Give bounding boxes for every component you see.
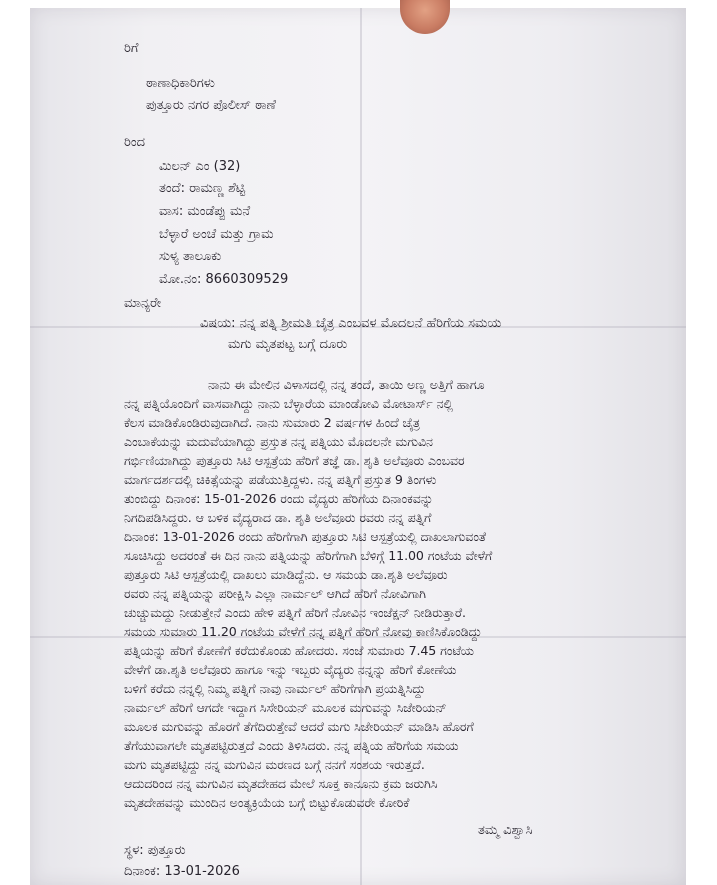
body-line: ಗರ್ಭಿಣಿಯಾಗಿದ್ದು ಪುತ್ತೂರು ಸಿಟಿ ಆಸ್ಪತ್ರೆಯ ಹೆರಿಗೆ ತಜ್ಞೆ ಡಾ. ಶೃತಿ ಅಲೆವೂರು ಎಂಬವರ	[124, 453, 465, 468]
body-line: ನಿಗದಿಪಡಿಸಿದ್ದರು. ಆ ಬಳಿಕ ವೈದ್ಯರಾದ ಡಾ. ಶೃತಿ ಅಲೆವೂರು ರವರು ನನ್ನ ಪತ್ನಿಗೆ	[124, 510, 432, 525]
body-line: ರವರು ನನ್ನ ಪತ್ನಿಯನ್ನು ಪರೀಕ್ಷಿಸಿ ಎಲ್ಲಾ ನಾರ್ಮಲ್ ಆಗಿದೆ ಹೆರಿಗೆ ನೋವಿಗಾಗಿ	[124, 586, 426, 601]
body-line: ಮಗು ಮೃತಪಟ್ಟಿದ್ದು ನನ್ನ ಮಗುವಿನ ಮರಣದ ಬಗ್ಗೆ ನನಗೆ ಸಂಶಯ ಇರುತ್ತದೆ.	[124, 757, 425, 772]
body-line: ಎಂಬಾಕೆಯನ್ನು ಮದುವೆಯಾಗಿದ್ದು ಪ್ರಸ್ತುತ ನನ್ನ ಪತ್ನಿಯು ಮೊದಲನೇ ಮಗುವಿನ	[124, 434, 433, 449]
subject-line: ಮಗು ಮೃತಪಟ್ಟ ಬಗ್ಗೆ ದೂರು	[228, 337, 348, 352]
from-line: ಬೆಳ್ಳಾರೆ ಅಂಚೆ ಮತ್ತು ಗ್ರಾಮ	[159, 227, 274, 242]
from-line: ತಂದೆ: ರಾಮಣ್ಣ ಶೆಟ್ಟಿ	[159, 181, 246, 196]
body-line: ಕೆಲಸ ಮಾಡಿಕೊಂಡಿರುವುದಾಗಿದೆ. ನಾನು ಸುಮಾರು 2 ವರ್ಷಗಳ ಹಿಂದೆ ಚೈತ್ರ	[124, 415, 420, 430]
body-line: ದಿನಾಂಕ: 13-01-2026 ರಂದು ಹೆರಿಗೆಗಾಗಿ ಪುತ್ತೂರು ಸಿಟಿ ಆಸ್ಪತ್ರೆಯಲ್ಲಿ ದಾಖಲಾಗುವಂತೆ	[124, 529, 486, 544]
from-label: ರಿಂದ	[124, 135, 146, 150]
to-label: ರಿಗೆ	[124, 41, 139, 56]
body-line: ಪತ್ನಿಯನ್ನು ಹೆರಿಗೆ ಕೋಣೆಗೆ ಕರೆದುಕೊಂಡು ಹೋದರು. ಸಂಜೆ ಸುಮಾರು 7.45 ಗಂಟೆಯ	[124, 643, 475, 658]
body-line: ಚುಚ್ಚುಮದ್ದು ನೀಡುತ್ತೇನೆ ಎಂದು ಹೇಳಿ ಪತ್ನಿಗೆ ಹೆರಿಗೆ ನೋವಿನ ಇಂಜೆಕ್ಷನ್ ನೀಡಿರುತ್ತಾರೆ.	[124, 605, 466, 620]
subject-line: ವಿಷಯ: ನನ್ನ ಪತ್ನಿ ಶ್ರೀಮತಿ ಚೈತ್ರ ಎಂಬವಳ ಮೊದಲನೆ ಹೆರಿಗೆಯ ಸಮಯ	[200, 316, 502, 331]
body-line: ನಾನು ಈ ಮೇಲಿನ ವಿಳಾಸದಲ್ಲಿ ನನ್ನ ತಂದೆ, ತಾಯಿ ಅಣ್ಣ ಅತ್ತಿಗೆ ಹಾಗೂ	[208, 377, 485, 392]
closing: ತಮ್ಮ ವಿಶ್ವಾಸಿ	[478, 823, 533, 838]
body-line: ಪುತ್ತೂರು ಸಿಟಿ ಆಸ್ಪತ್ರೆಯಲ್ಲಿ ದಾಖಲು ಮಾಡಿದ್ದೆನು. ಆ ಸಮಯ ಡಾ.ಶೃತಿ ಅಲೆವೂರು	[124, 567, 448, 582]
body-line: ವೇಳೆಗೆ ಡಾ.ಶೃತಿ ಅಲೆವೂರು ಹಾಗೂ ಇನ್ನು ಇಬ್ಬರು ವೈದ್ಯರು ನನ್ನನ್ನು ಹೆರಿಗೆ ಕೋಣೆಯ	[124, 662, 457, 677]
body-line: ಮೂಲಕ ಮಗುವನ್ನು ಹೊರಗೆ ತೆಗೆದಿರುತ್ತೇವೆ ಆದರೆ ಮಗು ಸಿಜೇರಿಯನ್ ಮಾಡಿಸಿ ಹೊರಗೆ	[124, 719, 474, 734]
body-line: ಬಳಿಗೆ ಕರೆದು ನನ್ನಲ್ಲಿ ನಿಮ್ಮ ಪತ್ನಿಗೆ ನಾವು ನಾರ್ಮಲ್ ಹೆರಿಗೆಗಾಗಿ ಪ್ರಯತ್ನಿಸಿದ್ದು	[124, 681, 426, 696]
body-line: ನಾರ್ಮಲ್ ಹೆರಿಗೆ ಆಗದೇ ಇದ್ದಾಗ ಸಿಸೇರಿಯನ್ ಮೂಲಕ ಮಗುವನ್ನು ಸಿಜೇರಿಯನ್	[124, 700, 447, 715]
to-line: ಠಾಣಾಧಿಕಾರಿಗಳು	[146, 76, 215, 91]
body-line: ನನ್ನ ಪತ್ನಿಯೊಂದಿಗೆ ವಾಸವಾಗಿದ್ದು ನಾನು ಬೆಳ್ಳಾರೆಯ ಮಾಂಡೋವಿ ಮೋಟಾರ್ಸ್ ನಲ್ಲಿ	[124, 396, 453, 411]
from-phone: ಮೋ.ನಂ: 8660309529	[159, 272, 289, 287]
salutation: ಮಾನ್ಯರೇ	[124, 296, 162, 311]
body-line: ತೆಗೆಯುವಾಗಲೇ ಮೃತಪಟ್ಟಿರುತ್ತದೆ ಎಂದು ತಿಳಿಸಿದರು. ನನ್ನ ಪತ್ನಿಯ ಹೆರಿಗೆಯ ಸಮಯ	[124, 738, 459, 753]
body-line: ಸಮಯ ಸುಮಾರು 11.20 ಗಂಟೆಯ ವೇಳೆಗೆ ನನ್ನ ಪತ್ನಿಗೆ ಹೆರಿಗೆ ನೋವು ಕಾಣಿಸಿಕೊಂಡಿದ್ದು	[124, 624, 482, 639]
to-line: ಪುತ್ತೂರು ನಗರ ಪೊಲೀಸ್ ಠಾಣೆ	[146, 98, 277, 113]
body-line: ಆದುದರಿಂದ ನನ್ನ ಮಗುವಿನ ಮೃತದೇಹದ ಮೇಲೆ ಸೂಕ್ತ ಕಾನೂನು ಕ್ರಮ ಜರುಗಿಸಿ	[124, 776, 438, 791]
from-line: ಸುಳ್ಯ ತಾಲೂಕು	[159, 249, 222, 264]
place: ಸ್ಥಳ: ಪುತ್ತೂರು	[124, 843, 186, 858]
body-line: ತುಂಬಿದ್ದು ದಿನಾಂಕ: 15-01-2026 ರಂದು ವೈದ್ಯರು ಹೆರಿಗೆಯ ದಿನಾಂಕವನ್ನು	[124, 491, 434, 506]
from-line: ಮಿಲನ್ ಎಂ (32)	[159, 159, 241, 174]
date: ದಿನಾಂಕ: 13-01-2026	[124, 864, 240, 879]
body-line: ಮಾರ್ಗದರ್ಶದಲ್ಲಿ ಚಿಕಿತ್ಸೆಯನ್ನು ಪಡೆಯುತ್ತಿದ್ದಳು. ನನ್ನ ಪತ್ನಿಗೆ ಪ್ರಸ್ತುತ 9 ತಿಂಗಳು	[124, 472, 437, 487]
body-line: ಸೂಚಿಸಿದ್ದು ಅದರಂತೆ ಈ ದಿನ ನಾನು ಪತ್ನಿಯನ್ನು ಹೆರಿಗೆಗಾಗಿ ಬೆಳಿಗ್ಗೆ 11.00 ಗಂಟೆಯ ವೇಳೆಗೆ	[124, 548, 493, 563]
body-line: ಮೃತದೇಹವನ್ನು ಮುಂದಿನ ಅಂತ್ಯಕ್ರಿಯೆಯ ಬಗ್ಗೆ ಬಿಟ್ಟುಕೊಡುವರೇ ಕೋರಿಕೆ	[124, 795, 410, 810]
from-line: ವಾಸ: ಮಂಡೆಪ್ಪು ಮನೆ	[159, 204, 251, 219]
